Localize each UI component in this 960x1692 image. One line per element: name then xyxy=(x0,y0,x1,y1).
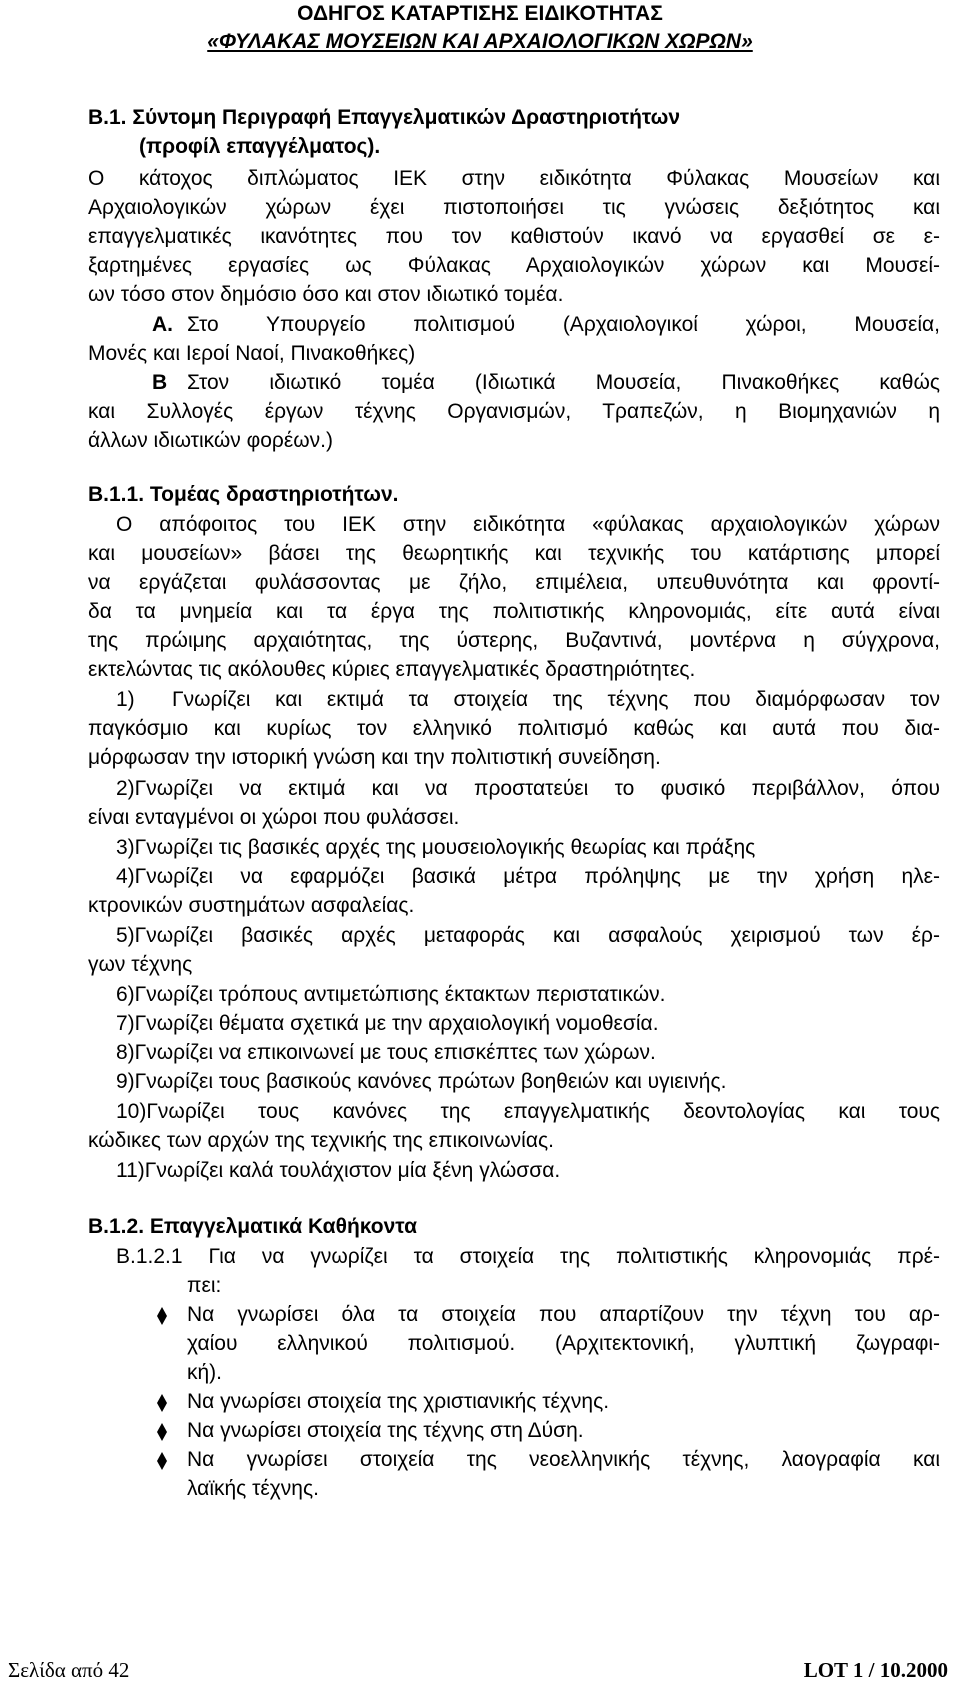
bullet-item-cont: κή). xyxy=(187,1361,223,1384)
list-item-cont: κώδικες των αρχών της τεχνικής της επικοινωνίας. xyxy=(88,1129,554,1152)
diamond-bullet-icon xyxy=(152,1420,172,1444)
section-heading-b11: Β.1.1. Τομέας δραστηριοτήτων. xyxy=(88,483,399,506)
bullet-item-cont: λαϊκής τέχνης. xyxy=(187,1477,319,1500)
list-item: 3)Γνωρίζει τις βασικές αρχές της μουσειολογικής θεωρίας και πράξης xyxy=(116,836,756,859)
list-item: 5)Γνωρίζει βασικές αρχές μεταφοράς και ασφαλούς χειρισμού των έρ- xyxy=(116,924,940,947)
page-number: Σελίδα από 42 xyxy=(8,1658,130,1682)
diamond-bullet-icon xyxy=(152,1391,172,1415)
paragraph-line: ξαρτημένες εργασίες ως Φύλακας Αρχαιολογικών χώρων και Μουσεί- xyxy=(88,254,940,277)
diamond-bullet-icon xyxy=(152,1449,172,1473)
list-item-cont: μόρφωσαν την ιστορική γνώση και την πολιτιστική συνείδηση. xyxy=(88,746,661,769)
bullet-item: Να γνωρίσει όλα τα στοιχεία που απαρτίζουν την τέχνη του αρ- xyxy=(187,1303,940,1326)
section-heading-b12: Β.1.2. Επαγγελματικά Καθήκοντα xyxy=(88,1215,417,1238)
list-item-b-cont: άλλων ιδιωτικών φορέων.) xyxy=(88,429,333,452)
paragraph-line: Ο απόφοιτος του ΙΕΚ στην ειδικότητα «φύλακας αρχαιολογικών χώρων xyxy=(116,513,940,536)
list-item: 7)Γνωρίζει θέματα σχετικά με την αρχαιολογική νομοθεσία. xyxy=(116,1012,659,1035)
list-item: 6)Γνωρίζει τρόπους αντιμετώπισης έκτακτων περιστατικών. xyxy=(116,983,666,1006)
list-item: 11)Γνωρίζει καλά τουλάχιστον μία ξένη γλώσσα. xyxy=(116,1159,561,1182)
list-item-cont: κτρονικών συστημάτων ασφαλείας. xyxy=(88,894,415,917)
list-item: 2)Γνωρίζει να εκτιμά και να προστατεύει το φυσικό περιβάλλον, όπου xyxy=(116,777,940,800)
section-heading-b1: Β.1. Σύντομη Περιγραφή Επαγγελματικών Δραστηριοτήτων xyxy=(88,106,681,129)
list-number: 1) xyxy=(116,688,135,711)
header-specialty: «ΦΥΛΑΚΑΣ ΜΟΥΣΕΙΩΝ ΚΑΙ ΑΡΧΑΙΟΛΟΓΙΚΩΝ ΧΩΡΩΝ» xyxy=(207,30,753,53)
paragraph-line: Ο κάτοχος διπλώματος ΙΕΚ στην ειδικότητα Φύλακας Μουσείων και xyxy=(88,167,940,190)
paragraph-line: Αρχαιολογικών χώρων έχει πιστοποιήσει τις γνώσεις δεξιότητος και xyxy=(88,196,940,219)
bullet-item: Να γνωρίσει στοιχεία της τέχνης στη Δύση. xyxy=(187,1419,584,1442)
paragraph-line: δα τα μνημεία και τα έργα της πολιτιστικής κληρονομιάς, είτε αυτά είναι xyxy=(88,600,940,623)
list-item-b: Στον ιδιωτικό τομέα (Ιδιωτικά Μουσεία, Πινακοθήκες καθώς xyxy=(187,371,940,394)
list-item-cont: παγκόσμιο και κυρίως τον ελληνικό πολιτισμό καθώς και αυτά που δια- xyxy=(88,717,940,740)
paragraph-line: και μουσείων» βάσει της θεωρητικής και τεχνικής του κατάρτισης μπορεί xyxy=(88,542,940,565)
diamond-bullet-icon xyxy=(152,1304,172,1328)
paragraph-line: ων τόσο στον δημόσιο όσο και στον ιδιωτικό τομέα. xyxy=(88,283,564,306)
list-label-a: Α. xyxy=(152,313,173,336)
bullet-item: Να γνωρίσει στοιχεία της νεοελληνικής τέχνης, λαογραφία και xyxy=(187,1448,940,1471)
list-item-b-cont: και Συλλογές έργων τέχνης Οργανισμών, Τραπεζών, η Βιομηχανιών η xyxy=(88,400,940,423)
section-heading-b1-cont: (προφίλ επαγγέλματος). xyxy=(139,135,381,158)
paragraph-line: επαγγελματικές ικανότητες που τον καθιστούν ικανό να εργασθεί σε ε- xyxy=(88,225,940,248)
document-header xyxy=(0,0,960,56)
list-item: 4)Γνωρίζει να εφαρμόζει βασικά μέτρα πρόληψης με την χρήση ηλε- xyxy=(116,865,940,888)
paragraph-line: της πρώιμης αρχαιότητας, της ύστερης, Βυζαντινά, μοντέρνα η σύγχρονα, xyxy=(88,629,940,652)
list-item-a: Στο Υπουργείο πολιτισμού (Αρχαιολογικοί χώροι, Μουσεία, xyxy=(187,313,940,336)
paragraph-line: να εργάζεται φυλάσσοντας με ζήλο, επιμέλεια, υπευθυνότητα και φροντί- xyxy=(88,571,940,594)
list-item-cont: γων τέχνης xyxy=(88,953,193,976)
subsection-heading: Β.1.2.1 Για να γνωρίζει τα στοιχεία της πολιτιστικής κληρονομιάς πρέ- xyxy=(116,1245,940,1268)
header-title: ΟΔΗΓΟΣ ΚΑΤΑΡΤΙΣΗΣ ΕΙΔΙΚΟΤΗΤΑΣ xyxy=(297,2,663,25)
bullet-item-cont: χαίου ελληνικού πολιτισμού. (Αρχιτεκτονική, γλυπτική ζωγραφι- xyxy=(187,1332,940,1355)
list-item: 9)Γνωρίζει τους βασικούς κανόνες πρώτων βοηθειών και υγιεινής. xyxy=(116,1070,727,1093)
list-label-b: Β xyxy=(152,371,168,394)
bullet-item: Να γνωρίσει στοιχεία της χριστιανικής τέχνης. xyxy=(187,1390,610,1413)
lot-reference: LOT 1 / 10.2000 xyxy=(803,1658,948,1682)
list-item: 8)Γνωρίζει να επικοινωνεί με τους επισκέπτες των χώρων. xyxy=(116,1041,656,1064)
list-item-a-cont: Μονές και Ιεροί Ναοί, Πινακοθήκες) xyxy=(88,342,416,365)
list-item: Γνωρίζει και εκτιμά τα στοιχεία της τέχνης που διαμόρφωσαν τον xyxy=(172,688,940,711)
subsection-heading-cont: πει: xyxy=(187,1274,222,1297)
list-item: 10)Γνωρίζει τους κανόνες της επαγγελματικής δεοντολογίας και τους xyxy=(116,1100,940,1123)
list-item-cont: είναι ενταγμένοι οι χώροι που φυλάσσει. xyxy=(88,806,460,829)
paragraph-line: εκτελώντας τις ακόλουθες κύριες επαγγελματικές δραστηριότητες. xyxy=(88,658,696,681)
